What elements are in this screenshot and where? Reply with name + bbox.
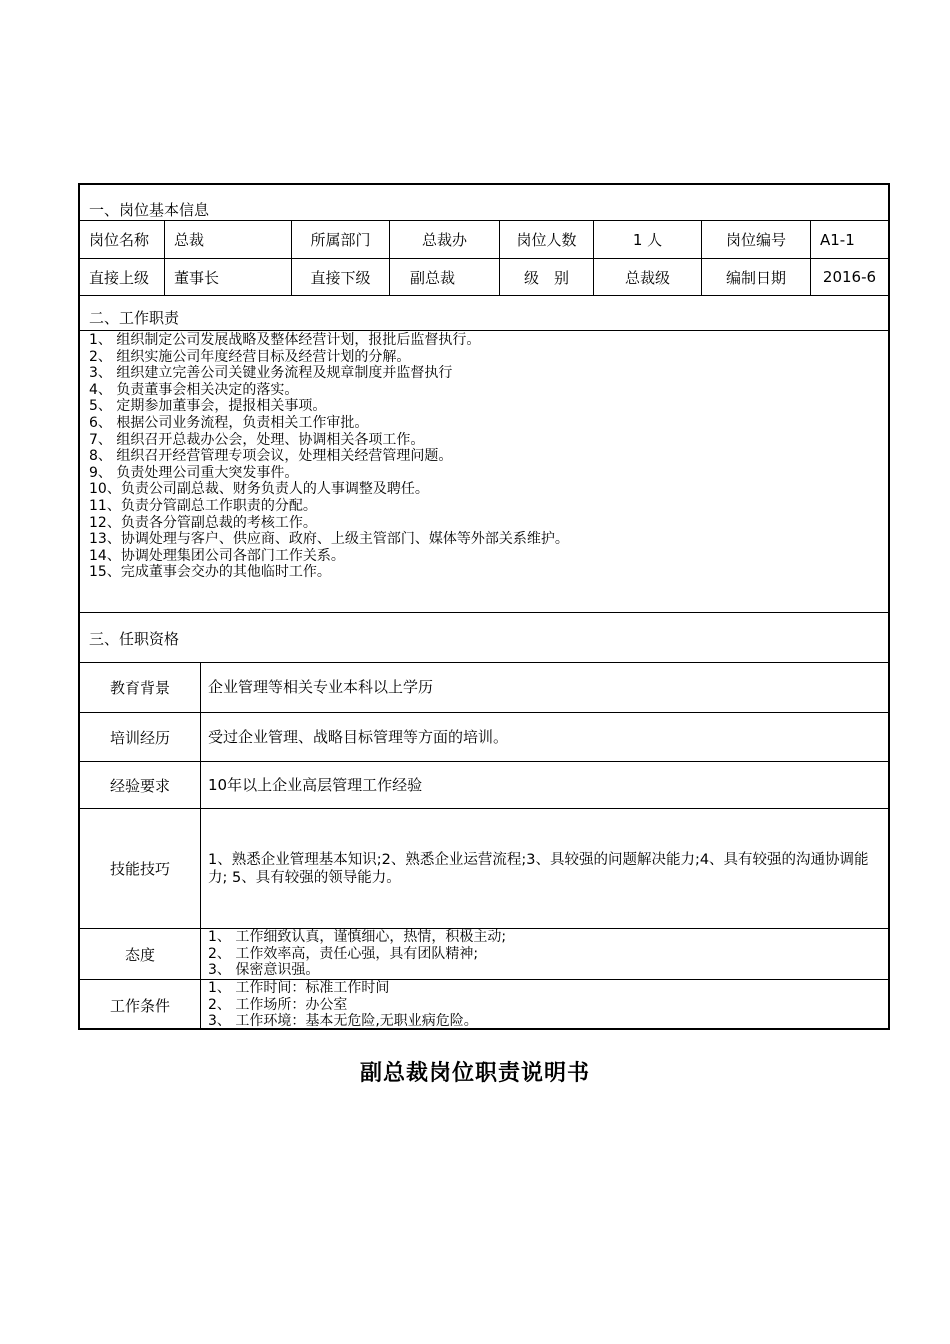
list-item: 12、负责各分管副总裁的考核工作。 [89,514,317,531]
list-item: 1、 工作细致认真，谨慎细心，热情，积极主动; [208,929,507,945]
list-item: 2、 工作效率高，责任心强，具有团队精神; [208,945,479,962]
list-item: 4、 负责董事会相关决定的落实。 [89,381,299,398]
basic-info-row-1 [80,221,888,259]
skills-label: 技能技巧 [80,809,201,928]
section-title: 二、工作职责 [89,309,180,327]
list-item: 7、 组织召开总裁办公会，处理、协调相关各项工作。 [89,431,425,448]
skills-row [80,809,888,929]
list-item: 9、 负责处理公司重大突发事件。 [89,464,299,481]
section-duties [80,296,888,613]
conditions-row [80,980,888,1030]
section-title: 一、岗位基本信息 [89,201,210,219]
value-level: 总裁级 [594,259,702,295]
section-qualifications-header [80,613,888,663]
education-label: 教育背景 [80,663,201,712]
list-item: 2、 组织实施公司年度经营目标及经营计划的分解。 [89,348,411,365]
value-headcount: 1 人 [594,221,702,258]
list-item: 3、 工作环境：基本无危险,无职业病危险。 [208,1013,478,1030]
experience-row [80,762,888,809]
list-item: 14、协调处理集团公司各部门工作关系。 [89,547,345,564]
value-position-code: A1-1 [820,230,855,249]
education-value: 企业管理等相关专业本科以上学历 [208,678,434,696]
next-document-title: 副总裁岗位职责说明书 [359,1061,590,1086]
training-label: 培训经历 [80,713,201,761]
label-compile-date: 编制日期 [702,259,811,295]
education-row [80,663,888,713]
value-direct-superior: 董事长 [165,259,292,295]
label-department: 所属部门 [292,221,390,258]
list-item: 3、 组织建立完善公司关键业务流程及规章制度并监督执行 [89,365,453,382]
conditions-label: 工作条件 [80,980,201,1030]
list-item: 6、 根据公司业务流程，负责相关工作审批。 [89,414,369,431]
job-description-table [78,183,890,1030]
label-position-code: 岗位编号 [702,221,811,258]
label-position-name: 岗位名称 [80,221,165,258]
attitude-list [208,929,882,979]
list-item: 15、完成董事会交办的其他临时工作。 [89,564,331,581]
skills-value: 1、熟悉企业管理基本知识;2、熟悉企业运营流程;3、具较强的问题解决能力;4、具有较强的沟通协调能力; 5、具有较强的领导能力。 [208,851,869,886]
label-level: 级 别 [500,259,594,295]
list-item: 5、 定期参加董事会，提报相关事项。 [89,398,327,415]
section-basic-info-header [80,185,888,221]
experience-value: 10年以上企业高层管理工作经验 [208,775,423,794]
label-headcount: 岗位人数 [500,221,594,258]
value-department: 总裁办 [390,221,500,258]
training-row [80,713,888,762]
list-item: 1、 组织制定公司发展战略及整体经营计划，报批后监督执行。 [89,332,481,348]
list-item: 2、 工作场所：办公室 [208,996,348,1013]
list-item: 11、负责分管副总工作职责的分配。 [89,497,317,514]
attitude-row [80,929,888,980]
list-item: 10、负责公司副总裁、财务负责人的人事调整及聘任。 [89,481,429,498]
duty-list [89,332,569,581]
label-direct-superior: 直接上级 [80,259,165,295]
section-title: 三、任职资格 [89,630,180,648]
label-direct-subordinate: 直接下级 [292,259,390,295]
conditions-list [208,980,882,1030]
list-item: 13、协调处理与客户、供应商、政府、上级主管部门、媒体等外部关系维护。 [89,531,569,548]
experience-label: 经验要求 [80,762,201,808]
list-item: 8、 组织召开经营管理专项会议，处理相关经营管理问题。 [89,448,453,465]
list-item: 1、 工作时间：标准工作时间 [208,980,390,996]
attitude-label: 态度 [80,929,201,979]
value-compile-date: 2016-6 [822,268,877,286]
basic-info-row-2 [80,259,888,296]
list-item: 3、 保密意识强。 [208,962,320,979]
value-position-name: 总裁 [165,221,292,258]
value-direct-subordinate: 副总裁 [390,259,500,295]
training-value: 受过企业管理、战略目标管理等方面的培训。 [208,727,509,746]
divider [80,330,888,331]
